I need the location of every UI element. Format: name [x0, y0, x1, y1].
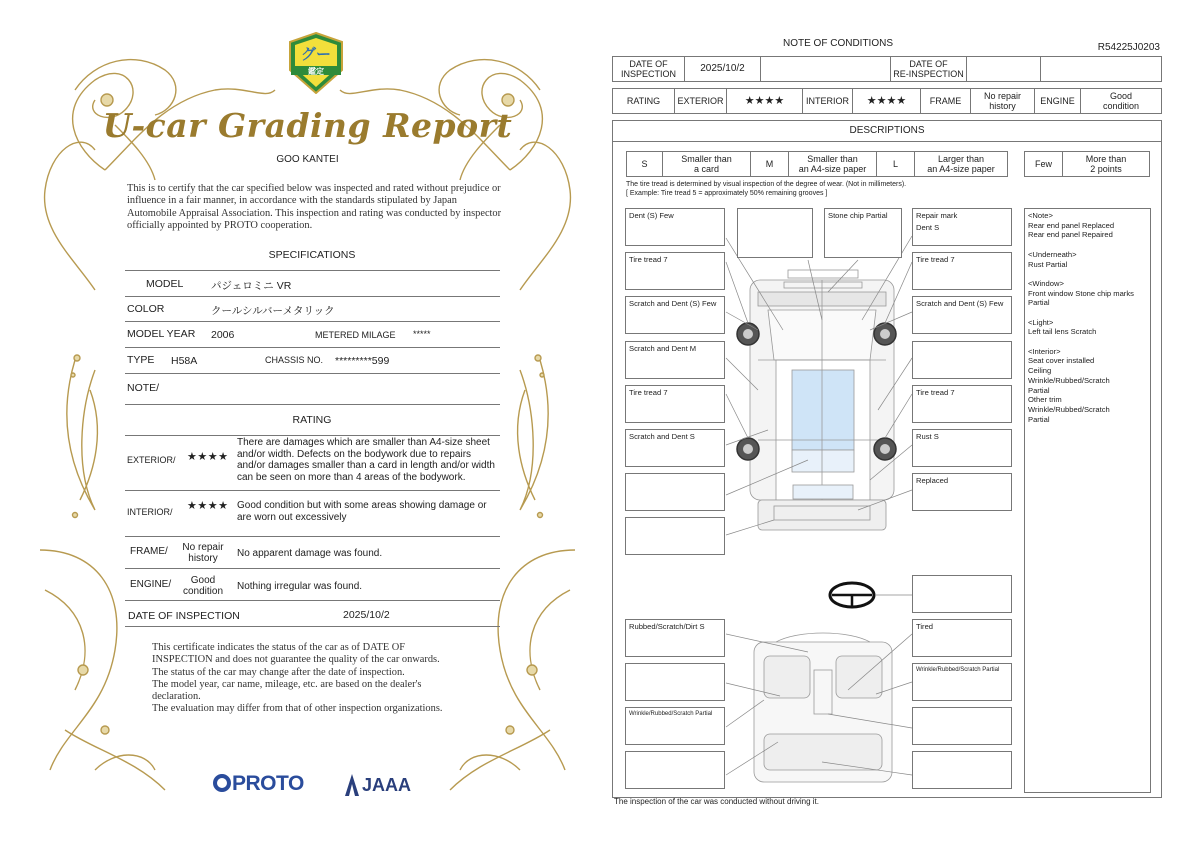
legend-line: 2 points	[1090, 164, 1122, 174]
descriptions-heading: DESCRIPTIONS	[612, 120, 1162, 142]
note-heading: <Window>	[1028, 278, 1064, 288]
label-line: DATE OF	[629, 59, 668, 69]
exterior-label: EXTERIOR/	[127, 455, 176, 465]
note-title: NOTE OF CONDITIONS	[783, 38, 893, 49]
note-group-window	[1028, 279, 1147, 308]
badge-text-bottom: 鑑定	[308, 67, 324, 76]
desc-box-left-trim: Wrinkle/Rubbed/Scratch Partial	[625, 707, 725, 745]
disclaimer-line: INSPECTION and does not guarantee the quality of the car onwards.	[152, 654, 440, 666]
badge-text-top: グー	[300, 45, 332, 63]
sponsor-logos	[213, 770, 413, 800]
model-value: パジェロミニ VR	[211, 280, 292, 292]
note-line: Partial	[1028, 414, 1050, 424]
legend-line: More than	[1085, 154, 1127, 164]
engine-description: Nothing irregular was found.	[237, 581, 363, 592]
value-line: Good	[1109, 91, 1133, 101]
tire-tread-note	[626, 180, 906, 198]
legend-line: Smaller than	[681, 154, 732, 164]
engine-label: ENGINE/	[130, 579, 172, 590]
disclaimer-line: The model year, car name, mileage, etc. are based on the dealer's	[152, 678, 422, 690]
desc-box-front-left-door: Scratch and Dent (S) Few	[625, 296, 725, 334]
legend-few: Few	[1025, 152, 1063, 177]
divider	[125, 373, 500, 374]
note-line: Seat cover installed	[1028, 356, 1095, 366]
model-year-label: MODEL YEAR	[127, 328, 196, 340]
label-line: RE-INSPECTION	[893, 69, 964, 79]
jaaa-logo-text: JAAA	[362, 775, 412, 795]
note-heading: <Note>	[1028, 211, 1053, 220]
legend-line: an A4-size paper	[927, 164, 995, 174]
desc-box-front-left-fender: Dent (S) Few	[625, 208, 725, 246]
note-line: Left tail lens Scratch	[1028, 327, 1097, 337]
notes-panel	[1024, 208, 1151, 793]
interior-stars: ★★★★	[853, 89, 921, 114]
inspection-date-table	[612, 56, 1162, 82]
divider	[125, 270, 500, 271]
label-line: INSPECTION	[620, 69, 676, 79]
note-heading: <Interior>	[1028, 346, 1061, 356]
divider	[125, 321, 500, 322]
type-label: TYPE	[127, 354, 155, 366]
frame-label: FRAME	[921, 89, 971, 114]
divider	[125, 600, 500, 601]
desc-box-console	[912, 707, 1012, 745]
note-line: Partial	[1028, 298, 1050, 308]
certificate-subtitle: GOO KANTEI	[276, 154, 339, 165]
label-line: DATE OF	[909, 59, 948, 69]
date-of-reinspection-label	[891, 57, 967, 82]
desc-box-steering-wheel	[912, 575, 1012, 613]
desc-box-right-side	[912, 341, 1012, 379]
color-label: COLOR	[127, 303, 165, 315]
interior-label: INTERIOR/	[127, 507, 173, 517]
desc-box-rear-bumper	[625, 517, 725, 555]
exterior-stars: ★★★★	[187, 451, 229, 463]
interior-description: Good condition but with some areas showing damage or are worn out excessively	[237, 500, 487, 523]
model-year-value: 2006	[211, 329, 235, 341]
divider	[125, 626, 500, 627]
frame-description: No apparent damage was found.	[237, 548, 383, 559]
disclaimer-line: The status of the car may change after the date of inspection.	[152, 666, 405, 678]
note-line: Rust Partial	[1028, 259, 1068, 269]
exterior-stars: ★★★★	[727, 89, 803, 114]
note-line: Wrinkle/Rubbed/Scratch	[1028, 405, 1110, 414]
note-of-conditions	[608, 30, 1168, 820]
rating-summary-table	[612, 88, 1162, 114]
interior-label: INTERIOR	[803, 89, 853, 114]
note-group-light	[1028, 318, 1147, 337]
value-line: No repair	[983, 91, 1021, 101]
goo-kantei-badge-logo	[287, 32, 345, 94]
divider	[125, 568, 500, 569]
desc-box-front-left-tire: Tire tread 7	[625, 252, 725, 290]
certificate-title: U-car Grading Report	[102, 106, 513, 145]
chassis-value: *********599	[335, 355, 390, 367]
value-line: condition	[1102, 101, 1140, 111]
desc-box-rear-right-tire: Tire tread 7	[912, 385, 1012, 423]
note-line: Ceiling	[1028, 366, 1052, 376]
desc-line: Dent S	[916, 223, 940, 232]
type-value: H58A	[171, 355, 198, 367]
note-heading: <Underneath>	[1028, 249, 1077, 259]
note-line: Rear end panel Replaced	[1028, 220, 1115, 230]
desc-box-rear-panel: Replaced	[912, 473, 1012, 511]
metered-milage-label: METERED MILAGE	[315, 330, 396, 340]
certificate-disclaimer	[152, 642, 492, 716]
desc-box-rear-left-tire: Tire tread 7	[625, 385, 725, 423]
frame-label: FRAME/	[130, 546, 168, 557]
desc-box-dashboard: Rubbed/Scratch/Dirt S	[625, 619, 725, 657]
proto-mark-icon	[213, 774, 231, 792]
value-line: history	[989, 101, 1016, 111]
legend-m-desc	[789, 152, 877, 177]
note-line: Rear end panel Repaired	[1028, 230, 1113, 240]
disclaimer-line: The evaluation may differ from that of other inspection organizations.	[152, 703, 443, 715]
jaaa-mark-icon	[345, 774, 359, 796]
note-group-underneath	[1028, 250, 1147, 269]
disclaimer-line: This certificate indicates the status of the car as of DATE OF	[152, 642, 406, 653]
metered-milage-value: *****	[413, 329, 431, 339]
empty-cell	[967, 57, 1041, 82]
legend-line: an A4-size paper	[798, 164, 867, 174]
legend-m: M	[751, 152, 789, 177]
desc-box-left-side: Scratch and Dent M	[625, 341, 725, 379]
note-line: Wrinkle/Rubbed/Scratch	[1028, 375, 1110, 385]
legend-line: Smaller than	[807, 154, 858, 164]
desc-box-passenger-seat	[625, 663, 725, 701]
note-heading: <Light>	[1028, 317, 1054, 327]
divider	[125, 296, 500, 297]
legend-s-desc	[663, 152, 751, 177]
grading-certificate	[35, 30, 580, 820]
size-legend-table	[626, 151, 1008, 177]
proto-logo-text: PROTO	[232, 772, 304, 795]
exterior-label: EXTERIOR	[675, 89, 727, 114]
divider	[125, 490, 500, 491]
engine-value	[175, 575, 231, 597]
tire-note-line: [ Example: Tire tread 5 = approximately 50% remaining grooves ]	[626, 190, 828, 197]
legend-l-desc	[915, 152, 1008, 177]
note-group-note	[1028, 211, 1147, 240]
engine-value-line-2: condition	[182, 586, 224, 597]
interior-stars: ★★★★	[187, 500, 229, 512]
date-of-inspection-label: DATE OF INSPECTION	[128, 610, 240, 622]
inspection-footer-note: The inspection of the car was conducted without driving it.	[614, 797, 819, 806]
desc-box-rear-seat-right	[912, 751, 1012, 789]
legend-few-desc	[1063, 152, 1150, 177]
color-value: クールシルバーメタリック	[211, 305, 335, 317]
date-of-inspection-value: 2025/10/2	[685, 57, 761, 82]
frame-value	[971, 89, 1035, 114]
desc-box-hood	[737, 208, 813, 258]
desc-box-rear-right-quarter: Rust S	[912, 429, 1012, 467]
specifications-heading: SPECIFICATIONS	[268, 249, 356, 261]
date-of-inspection-value: 2025/10/2	[343, 609, 390, 621]
desc-box-right-trim: Wrinkle/Rubbed/Scratch Partial	[912, 663, 1012, 701]
chassis-label: CHASSIS NO.	[265, 355, 324, 365]
desc-box-front-right-door: Scratch and Dent (S) Few	[912, 296, 1012, 334]
jaaa-logo	[345, 774, 411, 796]
desc-box-front-right-tire: Tire tread 7	[912, 252, 1012, 290]
engine-value-line-1: Good	[190, 575, 216, 586]
model-label: MODEL	[146, 278, 184, 290]
divider	[125, 404, 500, 405]
frame-value-line-1: No repair	[182, 542, 224, 553]
note-group-interior	[1028, 347, 1147, 425]
engine-label: ENGINE	[1035, 89, 1081, 114]
empty-cell	[1041, 57, 1162, 82]
note-line: Partial	[1028, 385, 1050, 395]
desc-line: Repair mark	[916, 211, 958, 220]
date-of-inspection-label	[613, 57, 685, 82]
frame-value	[175, 542, 231, 564]
note-label: NOTE/	[127, 382, 160, 394]
empty-cell	[761, 57, 891, 82]
desc-box-rear-seat-left	[625, 751, 725, 789]
rating-heading: RATING	[292, 414, 332, 426]
legend-line: a card	[693, 164, 719, 174]
divider	[125, 435, 500, 436]
exterior-description: There are damages which are smaller than A4-size sheet and/or width. Defects on the bodywork due to repairs and/or damages smaller than a card in length and/or width can be seen on more than 4 areas of the bodywork.	[237, 437, 495, 483]
engine-value	[1081, 89, 1162, 114]
proto-logo	[213, 772, 304, 796]
desc-box-front-window: Stone chip Partial	[824, 208, 902, 258]
legend-l: L	[877, 152, 915, 177]
tire-note-line: The tire tread is determined by visual inspection of the degree of wear. (Not in millimeters).	[626, 181, 907, 188]
reference-number: R54225J0203	[1097, 42, 1160, 53]
note-line: Front window Stone chip marks	[1028, 288, 1134, 298]
note-line: Other trim	[1028, 395, 1062, 405]
certificate-intro: This is to certify that the car specified below was inspected and rated without prejudice or influence in a fair manner, in accordance with the standards stipulated by Japan Automobile Appraisal Association. This inspection and rating was conducted by inspector officially appointed by PROTO cooperation.	[127, 183, 502, 232]
legend-line: Larger than	[937, 154, 985, 164]
desc-box-roof	[625, 473, 725, 511]
frame-value-line-2: history	[188, 553, 218, 564]
desc-box-front-bumper	[912, 208, 1012, 246]
desc-box-driver-seat: Tired	[912, 619, 1012, 657]
desc-box-rear-left-quarter: Scratch and Dent S	[625, 429, 725, 467]
divider	[125, 536, 500, 537]
legend-s: S	[627, 152, 663, 177]
disclaimer-line: declaration.	[152, 691, 201, 703]
rating-label: RATING	[613, 89, 675, 114]
few-legend-table	[1024, 151, 1150, 177]
divider	[125, 347, 500, 348]
